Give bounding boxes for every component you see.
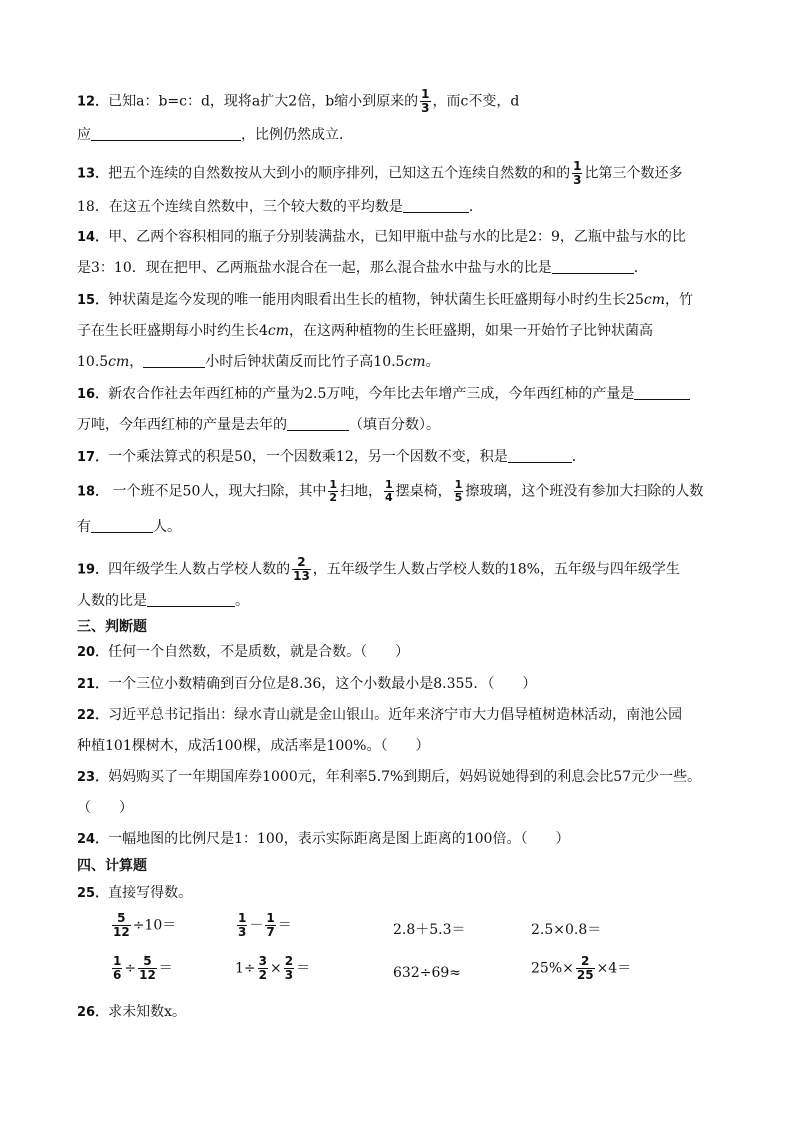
question-22-line-1: 22．习近平总书记指出：绿水青山就是金山银山。近年来济宁市大力倡导植树造林活动，南池公园 [77, 707, 683, 723]
question-16-line-2: 万吨，今年西红柿的产量是去年的 （填百分数）。 [77, 417, 440, 433]
question-number: 12． [77, 94, 109, 110]
question-14-line-1: 14．甲、乙两个容积相同的瓶子分别装满盐水，已知甲瓶中盐与水的比是2：9，乙瓶中盐与水的比 [77, 229, 686, 245]
question-17-line: 17．一个乘法算式的积是50，一个因数乘12，另一个因数不变，积是 ． [77, 449, 586, 465]
fraction: $\frac{1}{3}$ [238, 911, 247, 939]
question-number: 26． [77, 1005, 109, 1020]
fraction: $\frac{1}{6}$ [113, 954, 122, 982]
fraction: $\frac{1}{3}$ [421, 87, 430, 115]
calc-item-8: 25%× $\frac{2}{25}$ ×4＝ [531, 954, 632, 982]
question-18-line-1: 18． 一个班不足50人，现大扫除，其中 $\frac{1}{2}$ 扫地， $\frac{1}{4}$ 摆桌椅， $\frac{1}{5}$ 擦玻璃，这个班没有参加大扫除的人数 [77, 478, 704, 504]
answer-blank[interactable] [143, 353, 205, 368]
question-18-line-2: 有 人。 [77, 519, 181, 535]
fraction: $\frac{1}{3}$ [573, 159, 582, 187]
answer-blank[interactable] [403, 198, 469, 213]
question-number: 24． [77, 832, 109, 847]
calc-item-6: 1÷ $\frac{3}{2}$ × $\frac{2}{3}$ ＝ [235, 954, 311, 982]
answer-blank[interactable] [552, 259, 634, 274]
question-number: 16． [77, 387, 109, 402]
answer-blank[interactable] [147, 592, 235, 607]
section-title-judgement: 三、判断题 [77, 619, 147, 635]
question-12-line-1: 12．已知a：b=c：d，现将a扩大2倍，b缩小到原来的 $\frac{1}{3}$ ，而c不变，d [77, 87, 520, 115]
question-number: 17． [77, 450, 109, 465]
fraction: $\frac{5}{12}$ [113, 911, 130, 939]
question-number: 22． [77, 708, 109, 723]
fraction: $\frac{3}{2}$ [258, 954, 267, 982]
calc-item-4: 2.5×0.8＝ [531, 922, 602, 938]
question-13-line-2: 18．在这五个连续自然数中，三个较大数的平均数是 ． [77, 199, 483, 215]
question-number: 25． [77, 886, 109, 901]
question-19-line-1: 19．四年级学生人数占学校人数的 $\frac{2}{13}$ ，五年级学生人数占学校人数的18%，五年级与四年级学生 [77, 555, 680, 583]
question-12-line-2: 应 ，比例仍然成立． [77, 127, 353, 143]
fraction: $\frac{2}{3}$ [284, 954, 294, 982]
answer-blank[interactable] [634, 385, 690, 400]
question-21-line: 21．一个三位小数精确到百分位是8.36，这个小数最小是8.355．（ ） [77, 676, 537, 692]
question-number: 18． [77, 484, 109, 500]
question-15-line-1: 15．钟状菌是迄今发现的唯一能用肉眼看出生长的植物，钟状菌生长旺盛期每小时约生长25cm，竹 [77, 292, 694, 308]
question-number: 19． [77, 562, 109, 578]
fraction: $\frac{5}{12}$ [139, 954, 156, 982]
question-23-line-1: 23．妈妈购买了一年期国库券1000元，年利率5.7%到期后，妈妈说她得到的利息会比57元少一些。 [77, 769, 702, 785]
calc-item-3: 2.8＋5.3＝ [393, 922, 466, 938]
question-15-line-2: 子在生长旺盛期每小时约生长4cm，在这两种植物的生长旺盛期，如果一开始竹子比钟状菌高 [77, 323, 654, 339]
fraction: $\frac{2}{25}$ [576, 954, 594, 982]
question-number: 23． [77, 770, 109, 785]
question-13-line-1: 13．把五个连续的自然数按从大到小的顺序排列，已知这五个连续自然数的和的 $\frac{1}{3}$ 比第三个数还多 [77, 159, 683, 187]
section-title-calculation: 四、计算题 [77, 858, 147, 874]
question-19-line-2: 人数的比是 。 [77, 593, 249, 609]
calc-item-5: $\frac{1}{6}$ ÷ $\frac{5}{12}$ ＝ [113, 954, 173, 982]
fraction: $\frac{1}{7}$ [266, 911, 275, 939]
calc-item-2: $\frac{1}{3}$ － $\frac{1}{7}$ ＝ [238, 911, 292, 939]
question-25-line: 25．直接写得数。 [77, 885, 193, 901]
calc-item-7: 632÷69≈ [393, 965, 461, 981]
question-number: 20． [77, 645, 109, 660]
question-number: 13． [77, 166, 109, 182]
answer-blank[interactable] [287, 416, 349, 431]
answer-blank[interactable] [508, 448, 572, 463]
fraction: $\frac{2}{13}$ [293, 555, 310, 583]
answer-blank[interactable] [91, 518, 153, 533]
question-14-line-2: 是3：10．现在把甲、乙两瓶盐水混合在一起，那么混合盐水中盐与水的比是 ． [77, 260, 648, 276]
question-number: 15． [77, 293, 109, 308]
question-26-line: 26．求未知数x。 [77, 1004, 186, 1020]
answer-blank[interactable] [91, 126, 241, 141]
fraction: $\frac{1}{5}$ [454, 478, 463, 504]
fraction: $\frac{1}{2}$ [329, 478, 338, 504]
question-number: 21． [77, 677, 109, 692]
question-24-line: 24．一幅地图的比例尺是1：100，表示实际距离是图上距离的100倍。（ ） [77, 831, 570, 847]
fraction: $\frac{1}{4}$ [385, 478, 393, 504]
calc-item-1: $\frac{5}{12}$ ÷10＝ [113, 911, 177, 939]
question-20-line: 20．任何一个自然数，不是质数，就是合数。（ ） [77, 644, 410, 660]
question-number: 14． [77, 230, 109, 245]
question-16-line-1: 16．新农合作社去年西红柿的产量为2.5万吨，今年比去年增产三成，今年西红柿的产量是 [77, 385, 690, 404]
question-22-line-2: 种植101棵树木，成活100棵，成活率是100%。（ ） [77, 738, 430, 754]
question-15-line-3: 10.5cm， 小时后钟状菌反而比竹子高10.5cm。 [77, 354, 440, 370]
question-23-line-2: （ ） [77, 800, 133, 816]
